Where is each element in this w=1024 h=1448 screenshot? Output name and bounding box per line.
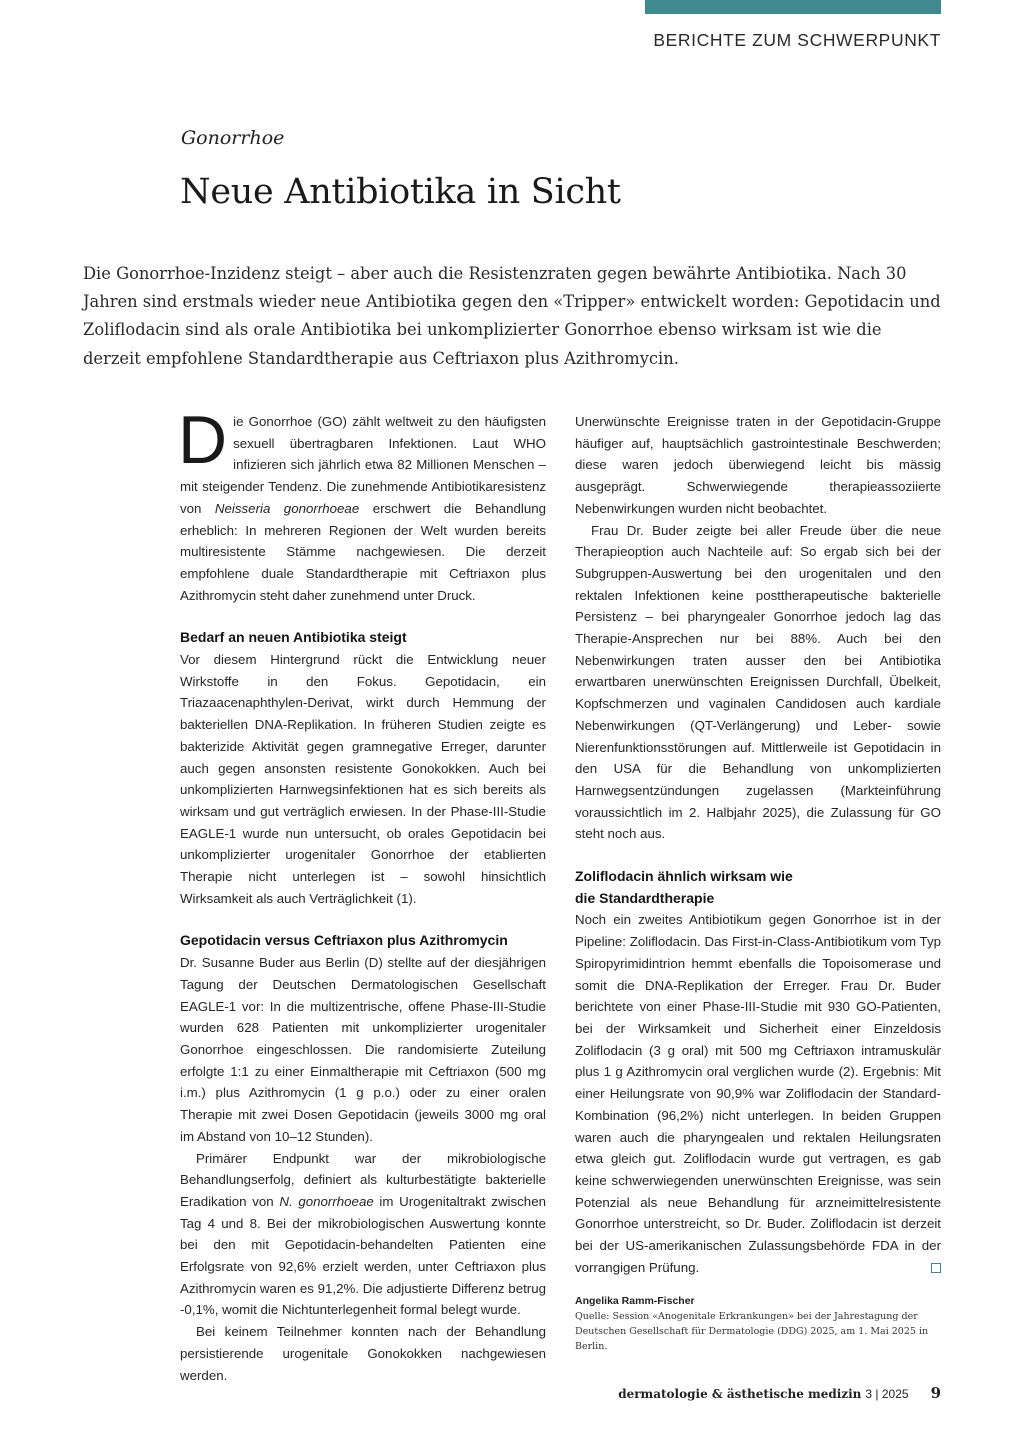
paragraph: Unerwünschte Ereignisse traten in der Gepotidacin-Gruppe häufiger auf, hauptsächlich gastrointestinale Beschwerden; diese waren jedoch überwiegend leicht bis mässig ausgeprägt. Schwerwiegende therapieassoziierte Nebenwirkungen wurden nicht beobachtet. bbox=[575, 414, 941, 516]
paragraph: Dr. Susanne Buder aus Berlin (D) stellte auf der diesjährigen Tagung der Deutschen Dermatologischen Gesellschaft EAGLE-1 vor: In die multizentrische, offene Phase-III-Studie wurden 628 Patienten mit unkomplizierter urogenitaler Gonorrhoe eingeschlossen. Die randomisierte Zuteilung erfolgte 1:1 zu einer Einmaltherapie mit Ceftriaxon (500 mg i.m.) plus Azithromycin (1 g p.o.) oder zu einer oralen Therapie mit zwei Dosen Gepotidacin (jeweils 3000 mg oral im Abstand von 10–12 Stunden). bbox=[180, 955, 546, 1144]
species-name: Neisseria gonorrhoeae bbox=[214, 500, 360, 516]
text: Noch ein zweites Antibiotikum gegen Gonorrhoe ist in der Pipeline: Zoliflodacin. Das First-in-Class-Antibiotikum vom Typ Spiropyrimidintrion hemmt ebenfalls die Topoisomerase und somit die DNA-Replikation der Erreger. Frau Dr. Buder berichtete von einer Phase-III-Studie mit 930 GO-Patienten, bei der Wirksamkeit und Sicherheit einer Einzeldosis Zoliflodacin (3 g oral) mit 500 mg Ceftriaxon intramuskulär plus 1 g Azithromycin oral verglichen wurde (2). Ergebnis: Mit einer Heilungsrate von 90,9% war Zoliflodacin der Standard-Kombination (96,2%) nicht unterlegen. In beiden Gruppen waren auch die pharyngealen und rektalen Heilungsraten etwa gleich gut. Zoliflodacin wurde gut vertragen, es gab keine schwerwiegenden unerwünschten Ereignisse, was sein Potenzial als neue Behandlung für arzneimittelresistente Gonorrhoe unterstreicht, so Dr. Buder. Zoliflodacin ist derzeit bei der US-amerikanischen Zulassungsbehörde FDA in der vorrangigen Prüfung. bbox=[575, 912, 941, 1275]
article-lead: Die Gonorrhoe-Inzidenz steigt – aber auch die Resistenzraten gegen bewährte Antibiotika. Nach 30 Jahren sind erstmals wieder neue Antibiotika gegen den «Tripper» entwickelt worden: Gepotidacin und Zoliflodacin sind als orale Antibiotika bei unkomplizierter Gonorrhoe ebenso wirksam ist wie die derzeit empfohlene Standardtherapie aus Ceftriaxon plus Azithromycin. bbox=[83, 264, 941, 368]
drop-cap: D bbox=[178, 402, 228, 478]
journal-name: dermatologie & ästhetische medizin bbox=[618, 1387, 862, 1401]
paragraph bbox=[178, 402, 547, 606]
section-header: BERICHTE ZUM SCHWERPUNKT bbox=[653, 30, 941, 50]
subheading-line: Zoliflodacin ähnlich wirksam wie bbox=[575, 868, 793, 885]
article-column-right bbox=[575, 411, 941, 1354]
text: ie Gonorrhoe (GO) zählt weltweit zu den häufigsten sexuell übertragbaren Infektionen. Laut WHO infizieren sich jährlich etwa 82 Millionen Menschen – mit steigender Tendenz. Die zunehmende Antibiotikaresistenz von bbox=[180, 414, 546, 516]
article-kicker: Gonorrhoe bbox=[181, 127, 285, 149]
page-number: 9 bbox=[930, 1384, 941, 1402]
article-column-left bbox=[178, 402, 547, 1386]
paragraph: Bei keinem Teilnehmer konnten nach der Behandlung persistierende urogenitale Gonokokken nachgewiesen werden. bbox=[180, 1324, 546, 1383]
paragraph: Vor diesem Hintergrund rückt die Entwicklung neuer Wirkstoffe in den Fokus. Gepotidacin, ein Triazaacenaphthylen-Derivat, wirkt durch Hemmung der bakteriellen DNA-Replikation. In früheren Studien zeigte es bakterizide Aktivität gegen gramnegative Erreger, darunter auch gegen ansonsten resistente Gonokokken. Auch bei unkomplizierten Harnwegsinfektionen hat es sich bereits als wirksam und gut verträglich erwiesen. In der Phase-III-Studie EAGLE-1 wurde nun untersucht, ob orales Gepotidacin bei unkomplizierter urogenitaler Gonorrhoe der etablierten Therapie nicht unterlegen ist – sowohl hinsichtlich Wirksamkeit als auch Verträglichkeit (1). bbox=[180, 652, 546, 906]
text: Primärer Endpunkt war der mikrobiologische Behandlungserfolg, definiert als kulturbestätigte bakterielle Eradikation von bbox=[180, 1150, 546, 1209]
species-name: N. gonorrhoeae bbox=[279, 1193, 374, 1209]
page-footer bbox=[618, 1384, 941, 1402]
article-title: Neue Antibiotika in Sicht bbox=[180, 172, 621, 212]
text: im Urogenitaltrakt zwischen Tag 4 und 8. Bei der mikrobiologischen Auswertung konnte bei den mit Gepotidacin-behandelten Patienten eine Erfolgsrate von 92,6% erzielt werden, unter Ceftriaxon plus Azithromycin waren es 91,2%. Die adjustierte Differenz betrug -0,1%, womit die Nichtunterlegenheit formal belegt wurde. bbox=[180, 1193, 546, 1318]
text: erschwert die Behandlung erheblich: In mehreren Regionen der Welt wurden bereits multiresistente Stämme nachgewiesen. Die derzeit empfohlene duale Standardtherapie mit Ceftriaxon plus Azithromycin steht daher zunehmend unter Druck. bbox=[180, 500, 547, 603]
issue-number: 3 | 2025 bbox=[865, 1387, 909, 1401]
subheading: Bedarf an neuen Antibiotika steigt bbox=[180, 629, 407, 646]
subheading-line: die Standardtherapie bbox=[575, 889, 715, 906]
paragraph: Frau Dr. Buder zeigte bei aller Freude über die neue Therapieoption auch Nachteile auf: So ergab sich bei der Subgruppen-Auswertung bei den urogenitalen und den rektalen Infektionen keine posttherapeutische bakterielle Persistenz – bei pharyngealer Gonorrhoe jedoch lag das Therapie-Ansprechen nur bei 88%. Auch bei den Nebenwirkungen traten ausser den bei Antibiotika erwartbaren unerwünschten Ereignissen Durchfall, Übelkeit, Kopfschmerzen und vaginalen Candidosen auch kardiale Nebenwirkungen (QT-Verlängerung) und Leber- sowie Nierenfunktionsstörungen auf. Mittlerweile ist Gepotidacin in den USA für die Behandlung von unkomplizierten Harnwegsentzündungen zugelassen (Markteinführung voraussichtlich im 2. Halbjahr 2025), die Zulassung für GO steht noch aus. bbox=[575, 522, 941, 842]
section-color-bar bbox=[645, 0, 941, 14]
paragraph bbox=[575, 909, 941, 1278]
paragraph bbox=[180, 1148, 546, 1322]
subheading: Gepotidacin versus Ceftriaxon plus Azithromycin bbox=[180, 932, 508, 949]
author: Angelika Ramm-Fischer bbox=[575, 1295, 695, 1308]
subheading bbox=[575, 866, 941, 909]
end-of-article-icon bbox=[931, 1263, 941, 1273]
source-note: Quelle: Session «Anogenitale Erkrankungen» bei der Jahrestagung der Deutschen Gesellschaft für Dermatologie (DDG) 2025, am 1. Mai 2025 in Berlin. bbox=[575, 1311, 929, 1353]
